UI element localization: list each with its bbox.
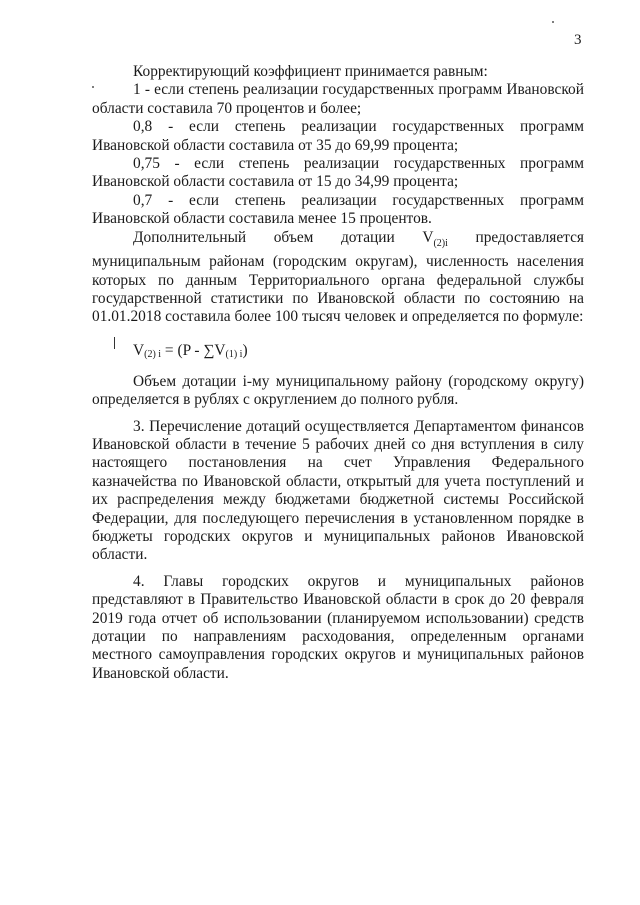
- cursor-mark: [114, 337, 115, 349]
- paragraph-coefficient-intro: Корректирующий коэффициент принимается равным:: [133, 63, 488, 80]
- formula-lhs-subscript: (2) i: [144, 348, 162, 360]
- paragraph-coefficient-0-7: 0,7 - если степень реализации государственных программ Ивановской области составила менее 15 процентов.: [92, 191, 584, 228]
- formula: [133, 342, 248, 364]
- formula-expression: = (P - ∑V: [161, 341, 226, 359]
- formula-rhs-subscript: (1) i: [225, 348, 243, 360]
- formula-close: ): [242, 341, 248, 359]
- paragraph-transfer: 3. Перечисление дотаций осуществляется Департаментом финансов Ивановской области в течение 5 рабочих дней со дня вступления в силу настоящего постановления на счет Управления Федерального казначейства по Ивановской области, открытый для учета поступлений и их распределения между бюджетами бюджетной системы Российской Федерации, для последующего перечисления в установленном порядке в бюджеты городских округов и муниципальных районов Ивановской области.: [92, 417, 584, 564]
- paragraph-rounding: Объем дотации i-му муниципальному району (городскому округу) определяется в рублях с округлением до полного рубля.: [92, 372, 584, 409]
- paragraph-additional-volume: [92, 229, 584, 327]
- additional-volume-text-start: Дополнительный объем дотации: [133, 228, 423, 246]
- additional-volume-text-end: предоставляется муниципальным районам (городским округам), численность населения которых по данным Территориального органа федеральной службы государственной статистики по Ивановской области по состоянию на 01.01.2018 составила более 100 тысяч человек и определяется по формуле:: [92, 228, 585, 326]
- paragraph-coefficient-0-8: 0,8 - если степень реализации государственных программ Ивановской области составила от 35 до 69,99 процента;: [92, 118, 584, 154]
- formula-block: [92, 336, 584, 360]
- additional-volume-variable: $V_{(2)i}$: [422, 228, 448, 249]
- paragraph-report: 4. Главы городских округов и муниципальных районов представляют в Правительство Ивановской области в срок до 20 февраля 2019 года отчет об использовании (планируемом использовании) средств дотации по направлениям расходования, определенным органами местного самоуправления городских округов и муниципальных районов Ивановской области.: [92, 572, 584, 682]
- paragraph-coefficient-0-75: 0,75 - если степень реализации государственных программ Ивановской области составила от 15 до 34,99 процента;: [92, 155, 584, 191]
- formula-lhs: V: [133, 341, 145, 359]
- page-number: 3: [574, 32, 582, 48]
- paragraph-coefficient-1: 1 - если степень реализации государственных программ Ивановской области составила 70 процентов и более;: [92, 81, 584, 117]
- scan-speck: [552, 21, 554, 23]
- document-body: [92, 63, 584, 683]
